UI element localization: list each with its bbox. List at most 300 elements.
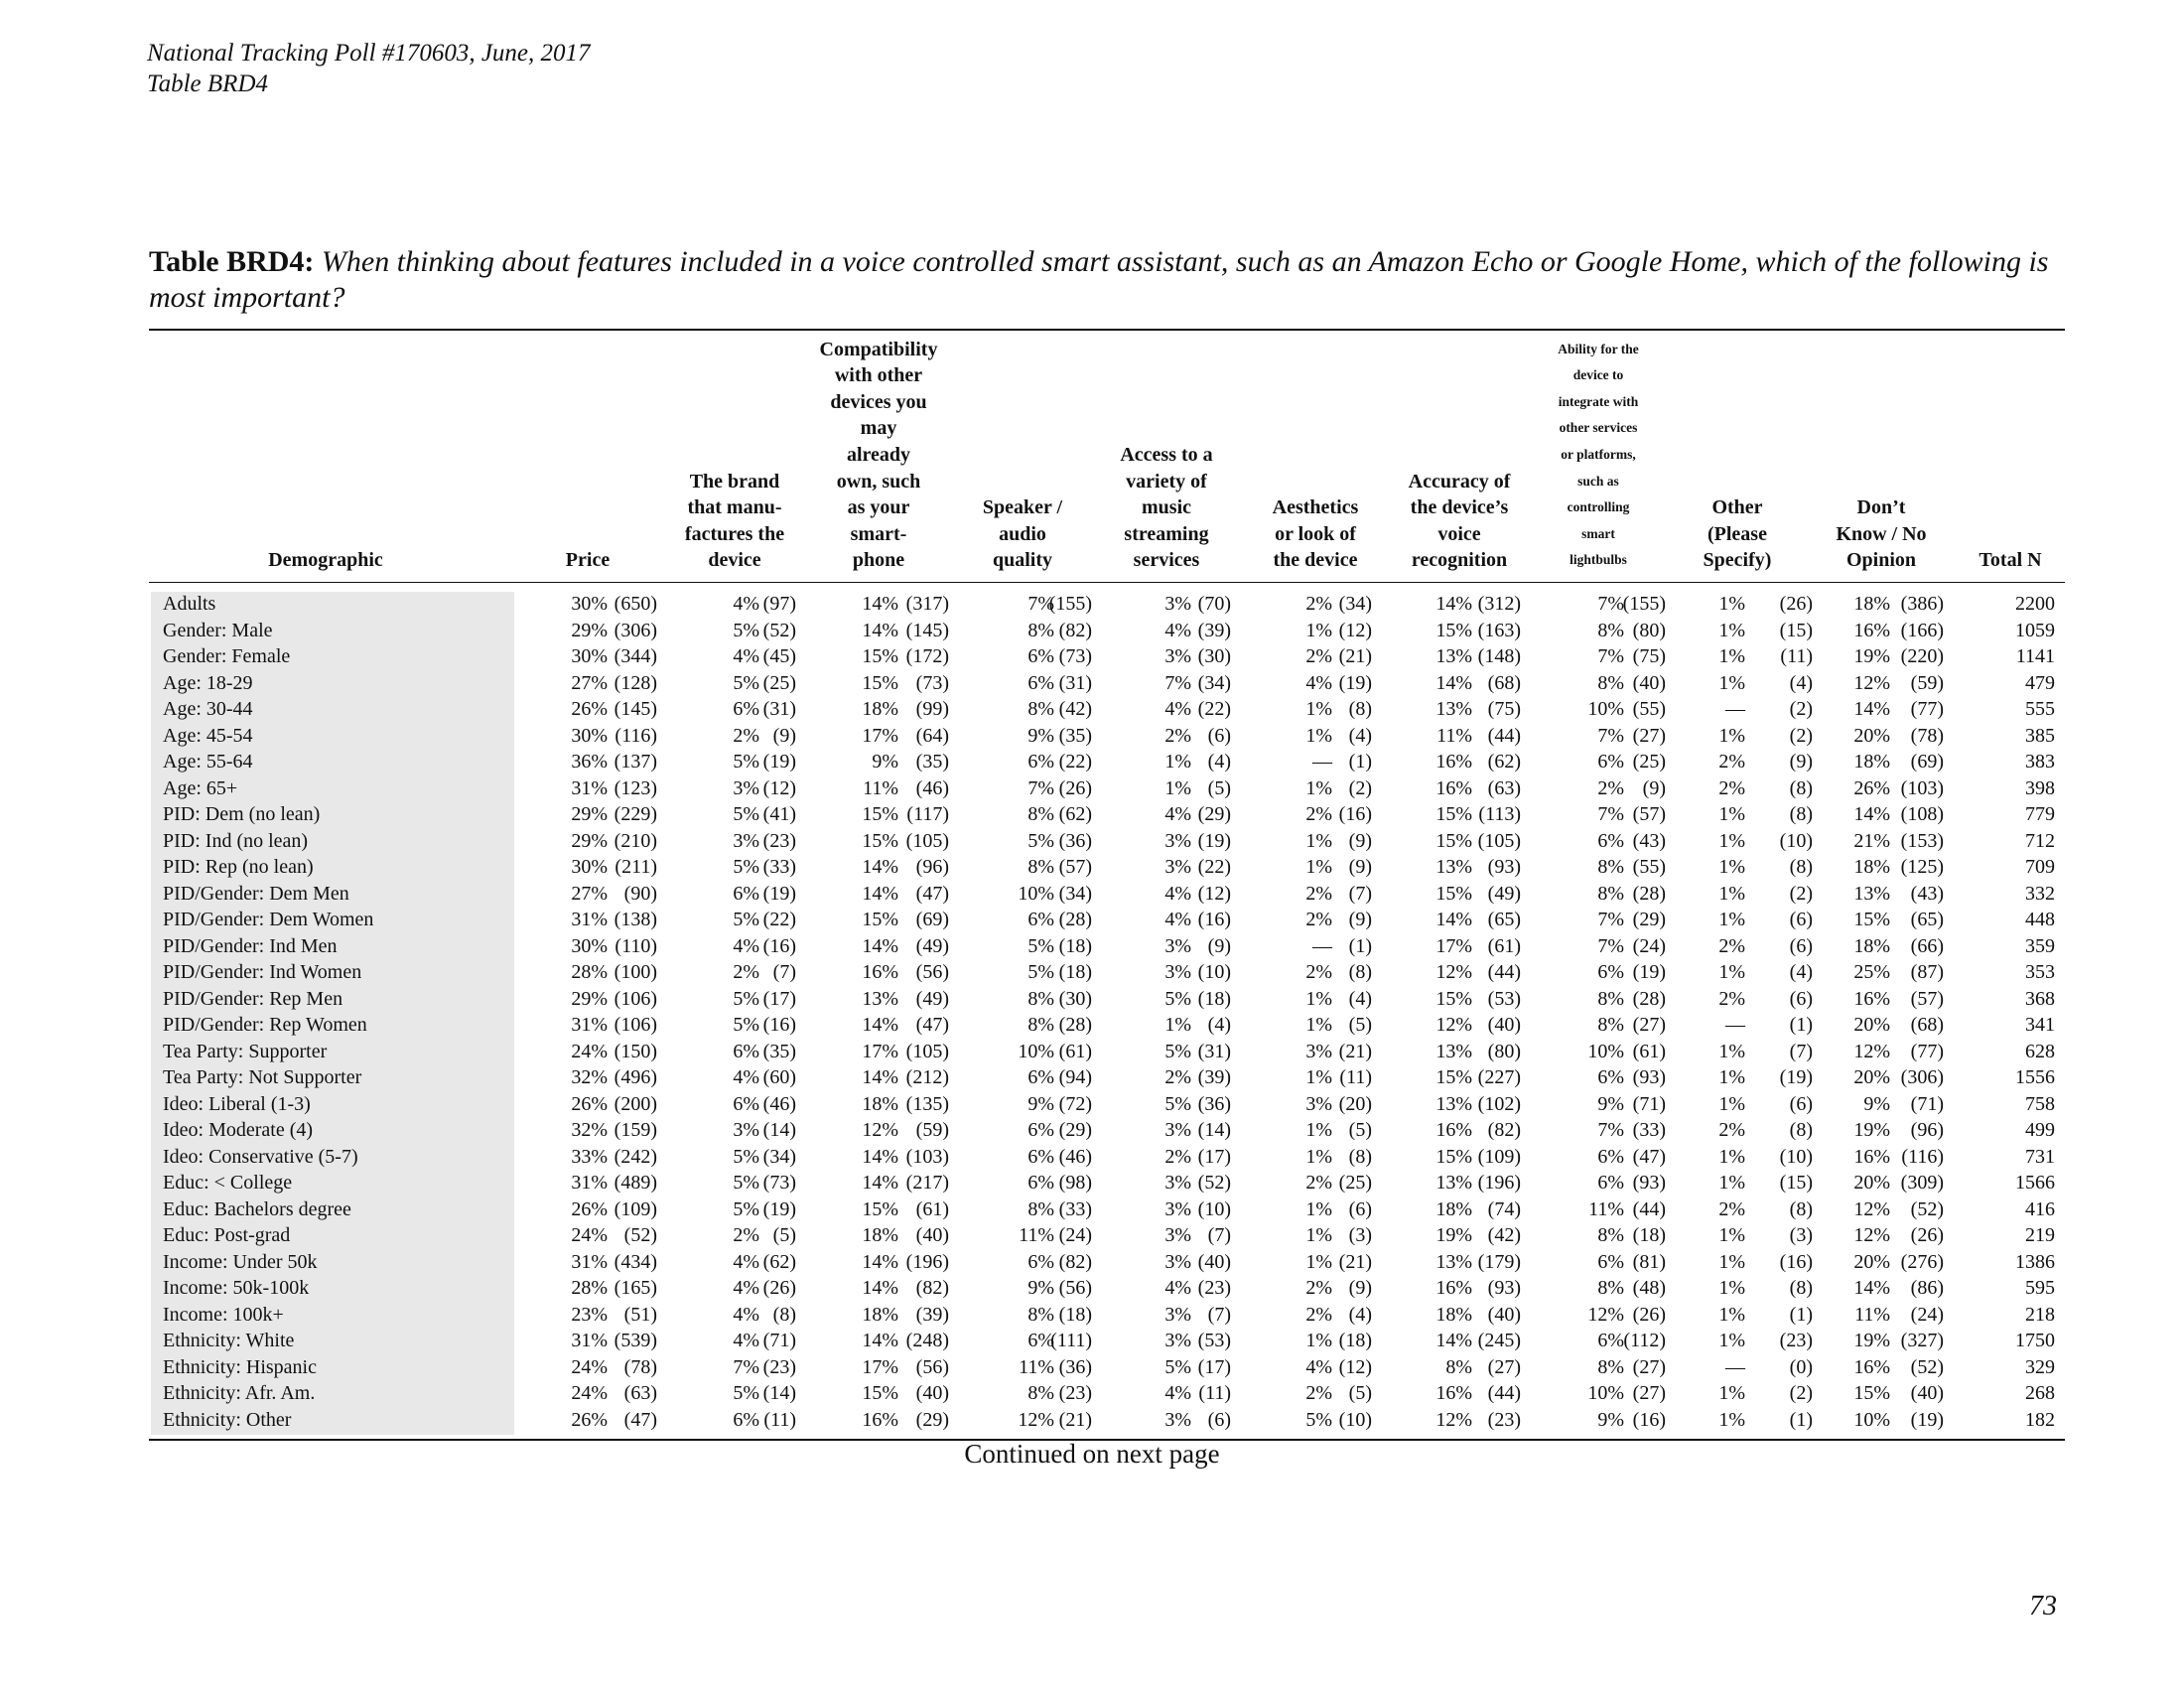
cell-access-count: (6) (1207, 724, 1231, 747)
cell-speaker-percent: 8% (1027, 1303, 1054, 1326)
cell-total-n: 2200 (2015, 593, 2055, 615)
col-header-price: Price (565, 549, 611, 572)
cell-compat-percent: 16% (862, 961, 898, 983)
cell-accuracy-percent: 14% (1435, 593, 1472, 615)
cell-speaker-count: (36) (1058, 1355, 1092, 1378)
cell-brand-percent: 5% (733, 1197, 759, 1220)
cell-total-n: 712 (2025, 829, 2055, 852)
cell-price-percent: 32% (571, 1066, 608, 1088)
cell-access-percent: 4% (1164, 909, 1191, 930)
cell-other-count: (8) (1789, 1277, 1813, 1299)
cell-brand-percent: 3% (733, 776, 759, 799)
cell-compat-percent: 14% (862, 593, 898, 615)
cell-accuracy-percent: 15% (1435, 619, 1472, 641)
cell-ability-count: (61) (1632, 1040, 1666, 1062)
cell-brand-count: (52) (762, 619, 796, 641)
cell-accuracy-count: (68) (1487, 671, 1521, 694)
cell-compat-count: (49) (915, 987, 949, 1010)
cell-ability-percent: 9% (1597, 1092, 1624, 1115)
cell-aesthetics-count: (9) (1348, 856, 1372, 878)
cell-other-percent: 1% (1718, 803, 1745, 825)
cell-speaker-count: (21) (1058, 1408, 1092, 1431)
table-question: When thinking about features included in a voice controlled smart assistant, such as an Amazon Echo or Google Home, which of the following is most important? (149, 245, 2049, 314)
cell-compat-percent: 18% (862, 698, 898, 720)
cell-accuracy-count: (148) (1477, 645, 1521, 667)
cell-compat-count: (56) (915, 1355, 949, 1378)
cell-speaker-percent: 7% (1027, 593, 1054, 615)
cell-ability-percent: 7% (1597, 724, 1624, 747)
cell-brand-count: (31) (762, 698, 796, 720)
cell-aesthetics-percent: 1% (1305, 776, 1332, 799)
cell-total-n: 341 (2025, 1014, 2055, 1036)
cell-speaker-percent: 10% (1018, 882, 1054, 905)
table-row (0, 723, 2184, 750)
cell-access-percent: 4% (1164, 1382, 1191, 1404)
cell-speaker-count: (42) (1058, 698, 1092, 720)
cell-price-count: (123) (614, 776, 657, 799)
cell-access-percent: 3% (1164, 934, 1191, 957)
cell-brand-count: (14) (762, 1382, 796, 1404)
cell-ability-count: (47) (1632, 1145, 1666, 1168)
cell-compat-percent: 16% (862, 1408, 898, 1431)
cell-aesthetics-count: (9) (1348, 1277, 1372, 1299)
cell-other-percent: — (1725, 1355, 1745, 1378)
cell-total-n: 332 (2025, 882, 2055, 905)
cell-dontknow-percent: 20% (1853, 1250, 1890, 1273)
cell-ability-percent: 10% (1587, 1382, 1624, 1404)
cell-dontknow-percent: 20% (1853, 1014, 1890, 1036)
cell-ability-count: (57) (1632, 803, 1666, 825)
cell-speaker-count: (82) (1058, 619, 1092, 641)
cell-total-n: 1750 (2015, 1330, 2055, 1351)
cell-price-percent: 30% (571, 645, 608, 667)
cell-other-count: (8) (1789, 1119, 1813, 1141)
cell-aesthetics-count: (1) (1348, 934, 1372, 957)
cell-access-count: (7) (1207, 1224, 1231, 1246)
cell-dontknow-count: (69) (1910, 751, 1944, 773)
cell-access-count: (31) (1197, 1040, 1231, 1062)
cell-other-percent: — (1725, 698, 1745, 720)
cell-access-count: (30) (1197, 645, 1231, 667)
cell-access-percent: 3% (1164, 1224, 1191, 1246)
cell-speaker-count: (28) (1058, 1014, 1092, 1036)
cell-price-count: (78) (623, 1355, 657, 1378)
cell-other-percent: 2% (1718, 776, 1745, 799)
cell-ability-count: (26) (1632, 1303, 1666, 1326)
cell-accuracy-percent: 16% (1435, 1119, 1472, 1141)
cell-dontknow-percent: 15% (1853, 909, 1890, 930)
cell-brand-count: (8) (772, 1303, 796, 1326)
cell-speaker-percent: 12% (1018, 1408, 1054, 1431)
report-header (147, 38, 591, 99)
cell-brand-percent: 5% (733, 803, 759, 825)
cell-ability-count: (40) (1632, 671, 1666, 694)
cell-aesthetics-count: (12) (1338, 1355, 1372, 1378)
row-label: Educ: Post-grad (163, 1224, 291, 1246)
cell-access-percent: 3% (1164, 961, 1191, 983)
cell-speaker-count: (111) (1050, 1330, 1092, 1351)
poll-title: National Tracking Poll #170603, June, 2017 (147, 40, 591, 67)
cell-other-percent: 1% (1718, 619, 1745, 641)
cell-accuracy-count: (40) (1487, 1014, 1521, 1036)
cell-ability-count: (93) (1632, 1066, 1666, 1088)
cell-accuracy-percent: 17% (1435, 934, 1472, 957)
cell-access-count: (19) (1197, 829, 1231, 852)
cell-other-percent: 1% (1718, 671, 1745, 694)
cell-aesthetics-count: (21) (1338, 1250, 1372, 1273)
cell-price-percent: 30% (571, 593, 608, 615)
cell-compat-count: (40) (915, 1382, 949, 1404)
cell-compat-count: (39) (915, 1303, 949, 1326)
cell-price-count: (434) (614, 1250, 657, 1273)
cell-ability-count: (25) (1632, 751, 1666, 773)
cell-compat-count: (73) (915, 671, 949, 694)
cell-other-percent: 1% (1718, 882, 1745, 905)
cell-accuracy-count: (49) (1487, 882, 1521, 905)
table-body (0, 591, 2184, 1433)
row-label: PID/Gender: Ind Men (163, 934, 338, 957)
cell-total-n: 383 (2025, 751, 2055, 773)
cell-other-count: (10) (1779, 829, 1813, 852)
table-row (0, 828, 2184, 855)
cell-ability-percent: 6% (1597, 751, 1624, 773)
cell-brand-percent: 2% (733, 1224, 759, 1246)
cell-accuracy-percent: 12% (1435, 1408, 1472, 1431)
cell-ability-percent: 6% (1597, 961, 1624, 983)
cell-compat-count: (172) (905, 645, 949, 667)
cell-accuracy-count: (44) (1487, 1382, 1521, 1404)
cell-other-count: (8) (1789, 1197, 1813, 1220)
cell-access-count: (10) (1197, 1197, 1231, 1220)
cell-speaker-count: (34) (1058, 882, 1092, 905)
cell-access-count: (52) (1197, 1172, 1231, 1194)
col-header-speaker: Speaker / audio quality (982, 496, 1063, 572)
cell-aesthetics-percent: 1% (1305, 856, 1332, 878)
cell-ability-count: (16) (1632, 1408, 1666, 1431)
cell-price-percent: 31% (571, 1330, 608, 1351)
cell-price-count: (47) (623, 1408, 657, 1431)
cell-aesthetics-percent: 4% (1305, 671, 1332, 694)
cell-dontknow-count: (116) (1901, 1145, 1944, 1168)
table-row (0, 1144, 2184, 1171)
cell-compat-percent: 18% (862, 1092, 898, 1115)
cell-price-count: (539) (614, 1330, 657, 1351)
cell-accuracy-count: (245) (1477, 1330, 1521, 1351)
table-row (0, 1091, 2184, 1118)
cell-aesthetics-count: (4) (1348, 724, 1372, 747)
cell-other-percent: 1% (1718, 1330, 1745, 1351)
cell-dontknow-count: (78) (1910, 724, 1944, 747)
cell-speaker-percent: 6% (1027, 751, 1054, 773)
cell-access-count: (4) (1207, 751, 1231, 773)
cell-accuracy-count: (113) (1478, 803, 1521, 825)
col-header-total: Total N (1979, 549, 2042, 572)
row-label: PID: Dem (no lean) (163, 803, 321, 825)
cell-ability-percent: 8% (1597, 1355, 1624, 1378)
cell-ability-percent: 11% (1588, 1197, 1624, 1220)
cell-total-n: 499 (2025, 1119, 2055, 1141)
cell-price-percent: 26% (571, 1408, 608, 1431)
cell-accuracy-percent: 15% (1435, 803, 1472, 825)
cell-dontknow-percent: 18% (1853, 934, 1890, 957)
cell-brand-count: (33) (762, 856, 796, 878)
cell-price-count: (242) (614, 1145, 657, 1168)
cell-other-count: (10) (1779, 1145, 1813, 1168)
cell-aesthetics-count: (20) (1338, 1092, 1372, 1115)
cell-price-count: (650) (614, 593, 657, 615)
cell-brand-percent: 6% (733, 1408, 759, 1431)
table-row (0, 881, 2184, 908)
cell-aesthetics-count: (8) (1348, 961, 1372, 983)
cell-brand-percent: 4% (733, 1277, 759, 1299)
cell-speaker-percent: 6% (1027, 645, 1054, 667)
cell-dontknow-count: (24) (1910, 1303, 1944, 1326)
cell-ability-count: (43) (1632, 829, 1666, 852)
cell-price-percent: 31% (571, 776, 608, 799)
cell-aesthetics-percent: 1% (1305, 1330, 1332, 1351)
cell-brand-count: (9) (772, 724, 796, 747)
table-row (0, 1170, 2184, 1196)
cell-brand-percent: 4% (733, 1066, 759, 1088)
cell-speaker-count: (33) (1058, 1197, 1092, 1220)
row-label: Age: 55-64 (163, 751, 253, 773)
cell-brand-count: (16) (762, 934, 796, 957)
cell-aesthetics-count: (4) (1348, 1303, 1372, 1326)
cell-ability-count: (28) (1632, 987, 1666, 1010)
cell-brand-percent: 7% (733, 1355, 759, 1378)
cell-brand-percent: 5% (733, 856, 759, 878)
cell-dontknow-count: (26) (1910, 1224, 1944, 1246)
cell-brand-count: (22) (762, 909, 796, 930)
cell-ability-count: (44) (1632, 1197, 1666, 1220)
cell-speaker-percent: 9% (1027, 1277, 1054, 1299)
cell-brand-count: (16) (762, 1014, 796, 1036)
cell-other-count: (15) (1779, 619, 1813, 641)
cell-compat-percent: 14% (862, 934, 898, 957)
col-header-other: Other (Please Specify) (1703, 496, 1772, 572)
cell-other-count: (6) (1789, 909, 1813, 930)
cell-dontknow-count: (96) (1910, 1119, 1944, 1141)
table-row (0, 1222, 2184, 1249)
cell-price-percent: 24% (571, 1382, 608, 1404)
cell-aesthetics-percent: 1% (1305, 724, 1332, 747)
cell-dontknow-percent: 16% (1853, 619, 1890, 641)
cell-other-count: (16) (1779, 1250, 1813, 1273)
cell-ability-count: (81) (1632, 1250, 1666, 1273)
cell-accuracy-percent: 15% (1435, 829, 1472, 852)
cell-brand-count: (23) (762, 1355, 796, 1378)
cell-dontknow-percent: 18% (1853, 751, 1890, 773)
cell-price-count: (110) (614, 934, 657, 957)
table-row (0, 1196, 2184, 1223)
cell-ability-count: (155) (1622, 593, 1666, 615)
cell-accuracy-percent: 13% (1435, 645, 1472, 667)
cell-price-count: (52) (623, 1224, 657, 1246)
cell-accuracy-count: (53) (1487, 987, 1521, 1010)
cell-ability-count: (27) (1632, 1355, 1666, 1378)
cell-price-percent: 28% (571, 1277, 608, 1299)
cell-speaker-count: (61) (1058, 1040, 1092, 1062)
cell-aesthetics-count: (10) (1338, 1408, 1372, 1431)
cell-speaker-percent: 6% (1027, 1250, 1054, 1273)
cell-total-n: 479 (2025, 671, 2055, 694)
cell-brand-percent: 4% (733, 593, 759, 615)
cell-ability-count: (112) (1623, 1330, 1666, 1351)
col-header-aesthetics: Aesthetics or look of the device (1272, 496, 1359, 572)
row-label: Ideo: Conservative (5-7) (163, 1145, 358, 1168)
cell-compat-count: (56) (915, 961, 949, 983)
cell-brand-percent: 5% (733, 671, 759, 694)
cell-ability-percent: 6% (1597, 829, 1624, 852)
cell-aesthetics-percent: 1% (1305, 1119, 1332, 1141)
cell-dontknow-percent: 20% (1853, 724, 1890, 747)
cell-dontknow-percent: 18% (1853, 593, 1890, 615)
cell-aesthetics-count: (8) (1348, 1145, 1372, 1168)
cell-price-percent: 32% (571, 1119, 608, 1141)
cell-ability-percent: 12% (1587, 1303, 1624, 1326)
cell-compat-count: (46) (915, 776, 949, 799)
cell-other-percent: 2% (1718, 987, 1745, 1010)
cell-aesthetics-percent: 1% (1305, 619, 1332, 641)
cell-price-percent: 36% (571, 751, 608, 773)
cell-compat-count: (217) (905, 1172, 949, 1194)
cell-total-n: 1386 (2015, 1250, 2055, 1273)
cell-other-percent: 1% (1718, 593, 1745, 615)
cell-compat-percent: 13% (862, 987, 898, 1010)
cell-other-percent: 1% (1718, 1040, 1745, 1062)
cell-brand-count: (71) (762, 1330, 796, 1351)
cell-compat-count: (99) (915, 698, 949, 720)
cell-aesthetics-percent: 2% (1305, 1303, 1332, 1326)
cell-speaker-count: (82) (1058, 1250, 1092, 1273)
cell-other-percent: 1% (1718, 1382, 1745, 1404)
cell-speaker-percent: 8% (1027, 1197, 1054, 1220)
cell-total-n: 709 (2025, 856, 2055, 878)
cell-speaker-percent: 5% (1027, 934, 1054, 957)
cell-accuracy-percent: 8% (1445, 1355, 1472, 1378)
cell-brand-percent: 4% (733, 1250, 759, 1273)
table-row (0, 933, 2184, 960)
cell-aesthetics-percent: 1% (1305, 698, 1332, 720)
cell-other-count: (1) (1789, 1303, 1813, 1326)
cell-access-count: (4) (1207, 1014, 1231, 1036)
cell-total-n: 1059 (2015, 619, 2055, 641)
cell-dontknow-count: (43) (1910, 882, 1944, 905)
cell-brand-percent: 6% (733, 1040, 759, 1062)
cell-accuracy-count: (227) (1477, 1066, 1521, 1088)
cell-ability-count: (27) (1632, 724, 1666, 747)
row-label: Gender: Female (163, 645, 291, 667)
cell-speaker-count: (18) (1058, 961, 1092, 983)
cell-accuracy-percent: 13% (1435, 1092, 1472, 1115)
cell-other-percent: 2% (1718, 1197, 1745, 1220)
cell-dontknow-count: (52) (1910, 1355, 1944, 1378)
cell-accuracy-count: (163) (1477, 619, 1521, 641)
cell-compat-count: (96) (915, 856, 949, 878)
cell-brand-percent: 5% (733, 1172, 759, 1194)
cell-other-percent: 1% (1718, 1145, 1745, 1168)
cell-brand-count: (97) (762, 593, 796, 615)
cell-aesthetics-percent: 1% (1305, 1224, 1332, 1246)
cell-ability-count: (27) (1632, 1014, 1666, 1036)
cell-speaker-count: (18) (1058, 934, 1092, 957)
cell-access-percent: 2% (1164, 724, 1191, 747)
cell-compat-percent: 18% (862, 1224, 898, 1246)
cell-brand-percent: 3% (733, 1119, 759, 1141)
cell-brand-count: (7) (772, 961, 796, 983)
table-row (0, 1012, 2184, 1039)
cell-compat-percent: 18% (862, 1303, 898, 1326)
cell-dontknow-count: (153) (1900, 829, 1944, 852)
row-label: Age: 65+ (163, 776, 238, 799)
cell-total-n: 398 (2025, 776, 2055, 799)
cell-access-count: (22) (1197, 698, 1231, 720)
cell-price-percent: 31% (571, 909, 608, 930)
cell-compat-percent: 17% (862, 1040, 898, 1062)
cell-speaker-count: (22) (1058, 751, 1092, 773)
cell-other-percent: 1% (1718, 1277, 1745, 1299)
cell-dontknow-percent: 9% (1863, 1092, 1890, 1115)
cell-access-percent: 2% (1164, 1145, 1191, 1168)
cell-brand-percent: 5% (733, 1145, 759, 1168)
cell-compat-count: (196) (905, 1250, 949, 1273)
cell-dontknow-percent: 12% (1853, 1224, 1890, 1246)
cell-access-percent: 2% (1164, 1066, 1191, 1088)
cell-ability-count: (19) (1632, 961, 1666, 983)
cell-aesthetics-percent: 2% (1305, 803, 1332, 825)
cell-brand-count: (41) (762, 803, 796, 825)
cell-access-percent: 1% (1164, 1014, 1191, 1036)
cell-brand-count: (73) (762, 1172, 796, 1194)
table-row (0, 1407, 2184, 1434)
cell-compat-count: (105) (905, 829, 949, 852)
cell-accuracy-count: (44) (1487, 961, 1521, 983)
row-label: PID/Gender: Dem Women (163, 909, 374, 930)
cell-ability-count: (9) (1642, 776, 1666, 799)
cell-brand-percent: 6% (733, 882, 759, 905)
cell-brand-percent: 4% (733, 1330, 759, 1351)
cell-price-percent: 29% (571, 829, 608, 852)
cell-speaker-count: (36) (1058, 829, 1092, 852)
cell-access-percent: 4% (1164, 698, 1191, 720)
cell-dontknow-percent: 12% (1853, 1040, 1890, 1062)
cell-price-count: (211) (614, 856, 657, 878)
cell-ability-count: (33) (1632, 1119, 1666, 1141)
cell-total-n: 1141 (2015, 645, 2055, 667)
row-label: Gender: Male (163, 619, 273, 641)
cell-compat-count: (212) (905, 1066, 949, 1088)
cell-other-count: (6) (1789, 934, 1813, 957)
table-row (0, 1380, 2184, 1407)
cell-access-percent: 3% (1164, 645, 1191, 667)
cell-access-count: (29) (1197, 803, 1231, 825)
cell-price-percent: 30% (571, 856, 608, 878)
row-label: Adults (163, 593, 216, 615)
cell-price-count: (229) (614, 803, 657, 825)
cell-dontknow-count: (87) (1910, 961, 1944, 983)
cell-dontknow-percent: 16% (1853, 987, 1890, 1010)
table-row (0, 591, 2184, 618)
cell-total-n: 182 (2025, 1408, 2055, 1431)
row-label: PID/Gender: Rep Women (163, 1014, 367, 1036)
cell-other-count: (26) (1779, 593, 1813, 615)
cell-speaker-percent: 9% (1027, 1092, 1054, 1115)
col-header-demographic: Demographic (268, 549, 383, 572)
cell-other-percent: 1% (1718, 829, 1745, 852)
cell-ability-percent: 6% (1597, 1066, 1624, 1088)
cell-access-count: (9) (1207, 934, 1231, 957)
cell-access-count: (34) (1197, 671, 1231, 694)
